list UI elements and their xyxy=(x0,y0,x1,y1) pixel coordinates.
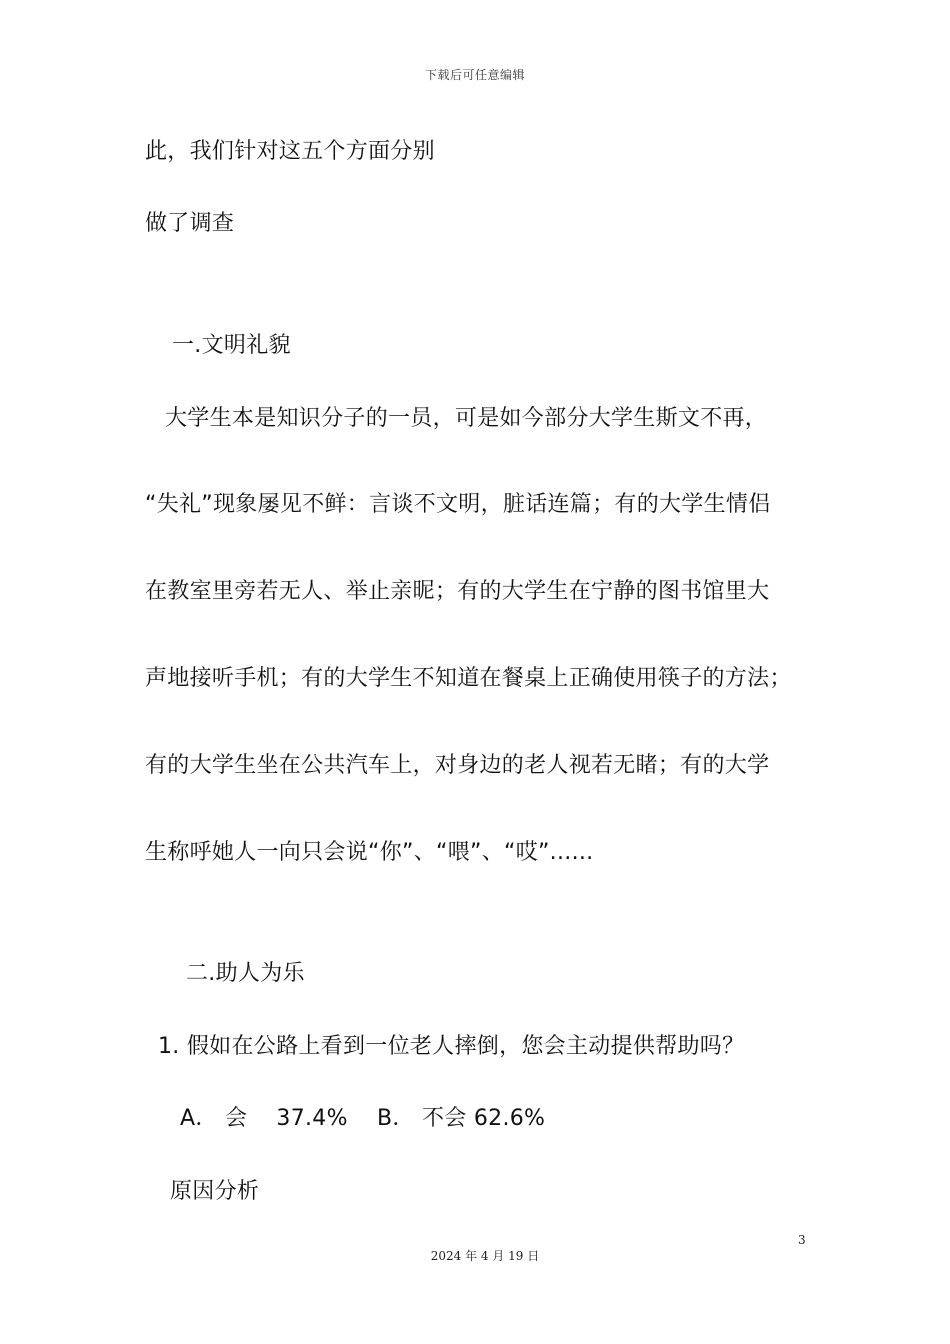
section-1-paragraph-line: 声地接听手机；有的大学生不知道在餐桌上正确使用筷子的方法； xyxy=(145,666,792,691)
section-1-paragraph-line: 大学生本是知识分子的一员，可是如今部分大学生斯文不再， xyxy=(165,406,768,431)
section-1-paragraph-line: 有的大学生坐在公共汽车上，对身边的老人视若无睹；有的大学 xyxy=(145,753,770,778)
survey-question: 1. 假如在公路上看到一位老人摔倒，您会主动提供帮助吗？ xyxy=(158,1034,745,1059)
intro-line-2: 做了调查 xyxy=(145,211,235,236)
page-number: 3 xyxy=(798,1233,806,1247)
section-1-paragraph-line: “失礼”现象屡见不鲜：言谈不文明，脏话连篇；有的大学生情侣 xyxy=(145,492,771,517)
intro-line-1: 此，我们针对这五个方面分别 xyxy=(145,139,435,164)
section-1-title: 一.文明礼貌 xyxy=(172,333,291,358)
survey-options: A． 会 37.4% B． 不会 62.6% xyxy=(180,1106,546,1131)
section-2-title: 二.助人为乐 xyxy=(186,961,305,986)
reason-analysis-heading: 原因分析 xyxy=(170,1179,260,1204)
footer-date: 2024 年 4 月 19 日 xyxy=(430,1249,540,1263)
section-1-paragraph-line: 在教室里旁若无人、举止亲昵；有的大学生在宁静的图书馆里大 xyxy=(145,579,770,604)
header-note: 下载后可任意编辑 xyxy=(424,68,525,82)
section-1-paragraph-line: 生称呼她人一向只会说“你”、“喂”、“哎”...... xyxy=(145,840,594,865)
